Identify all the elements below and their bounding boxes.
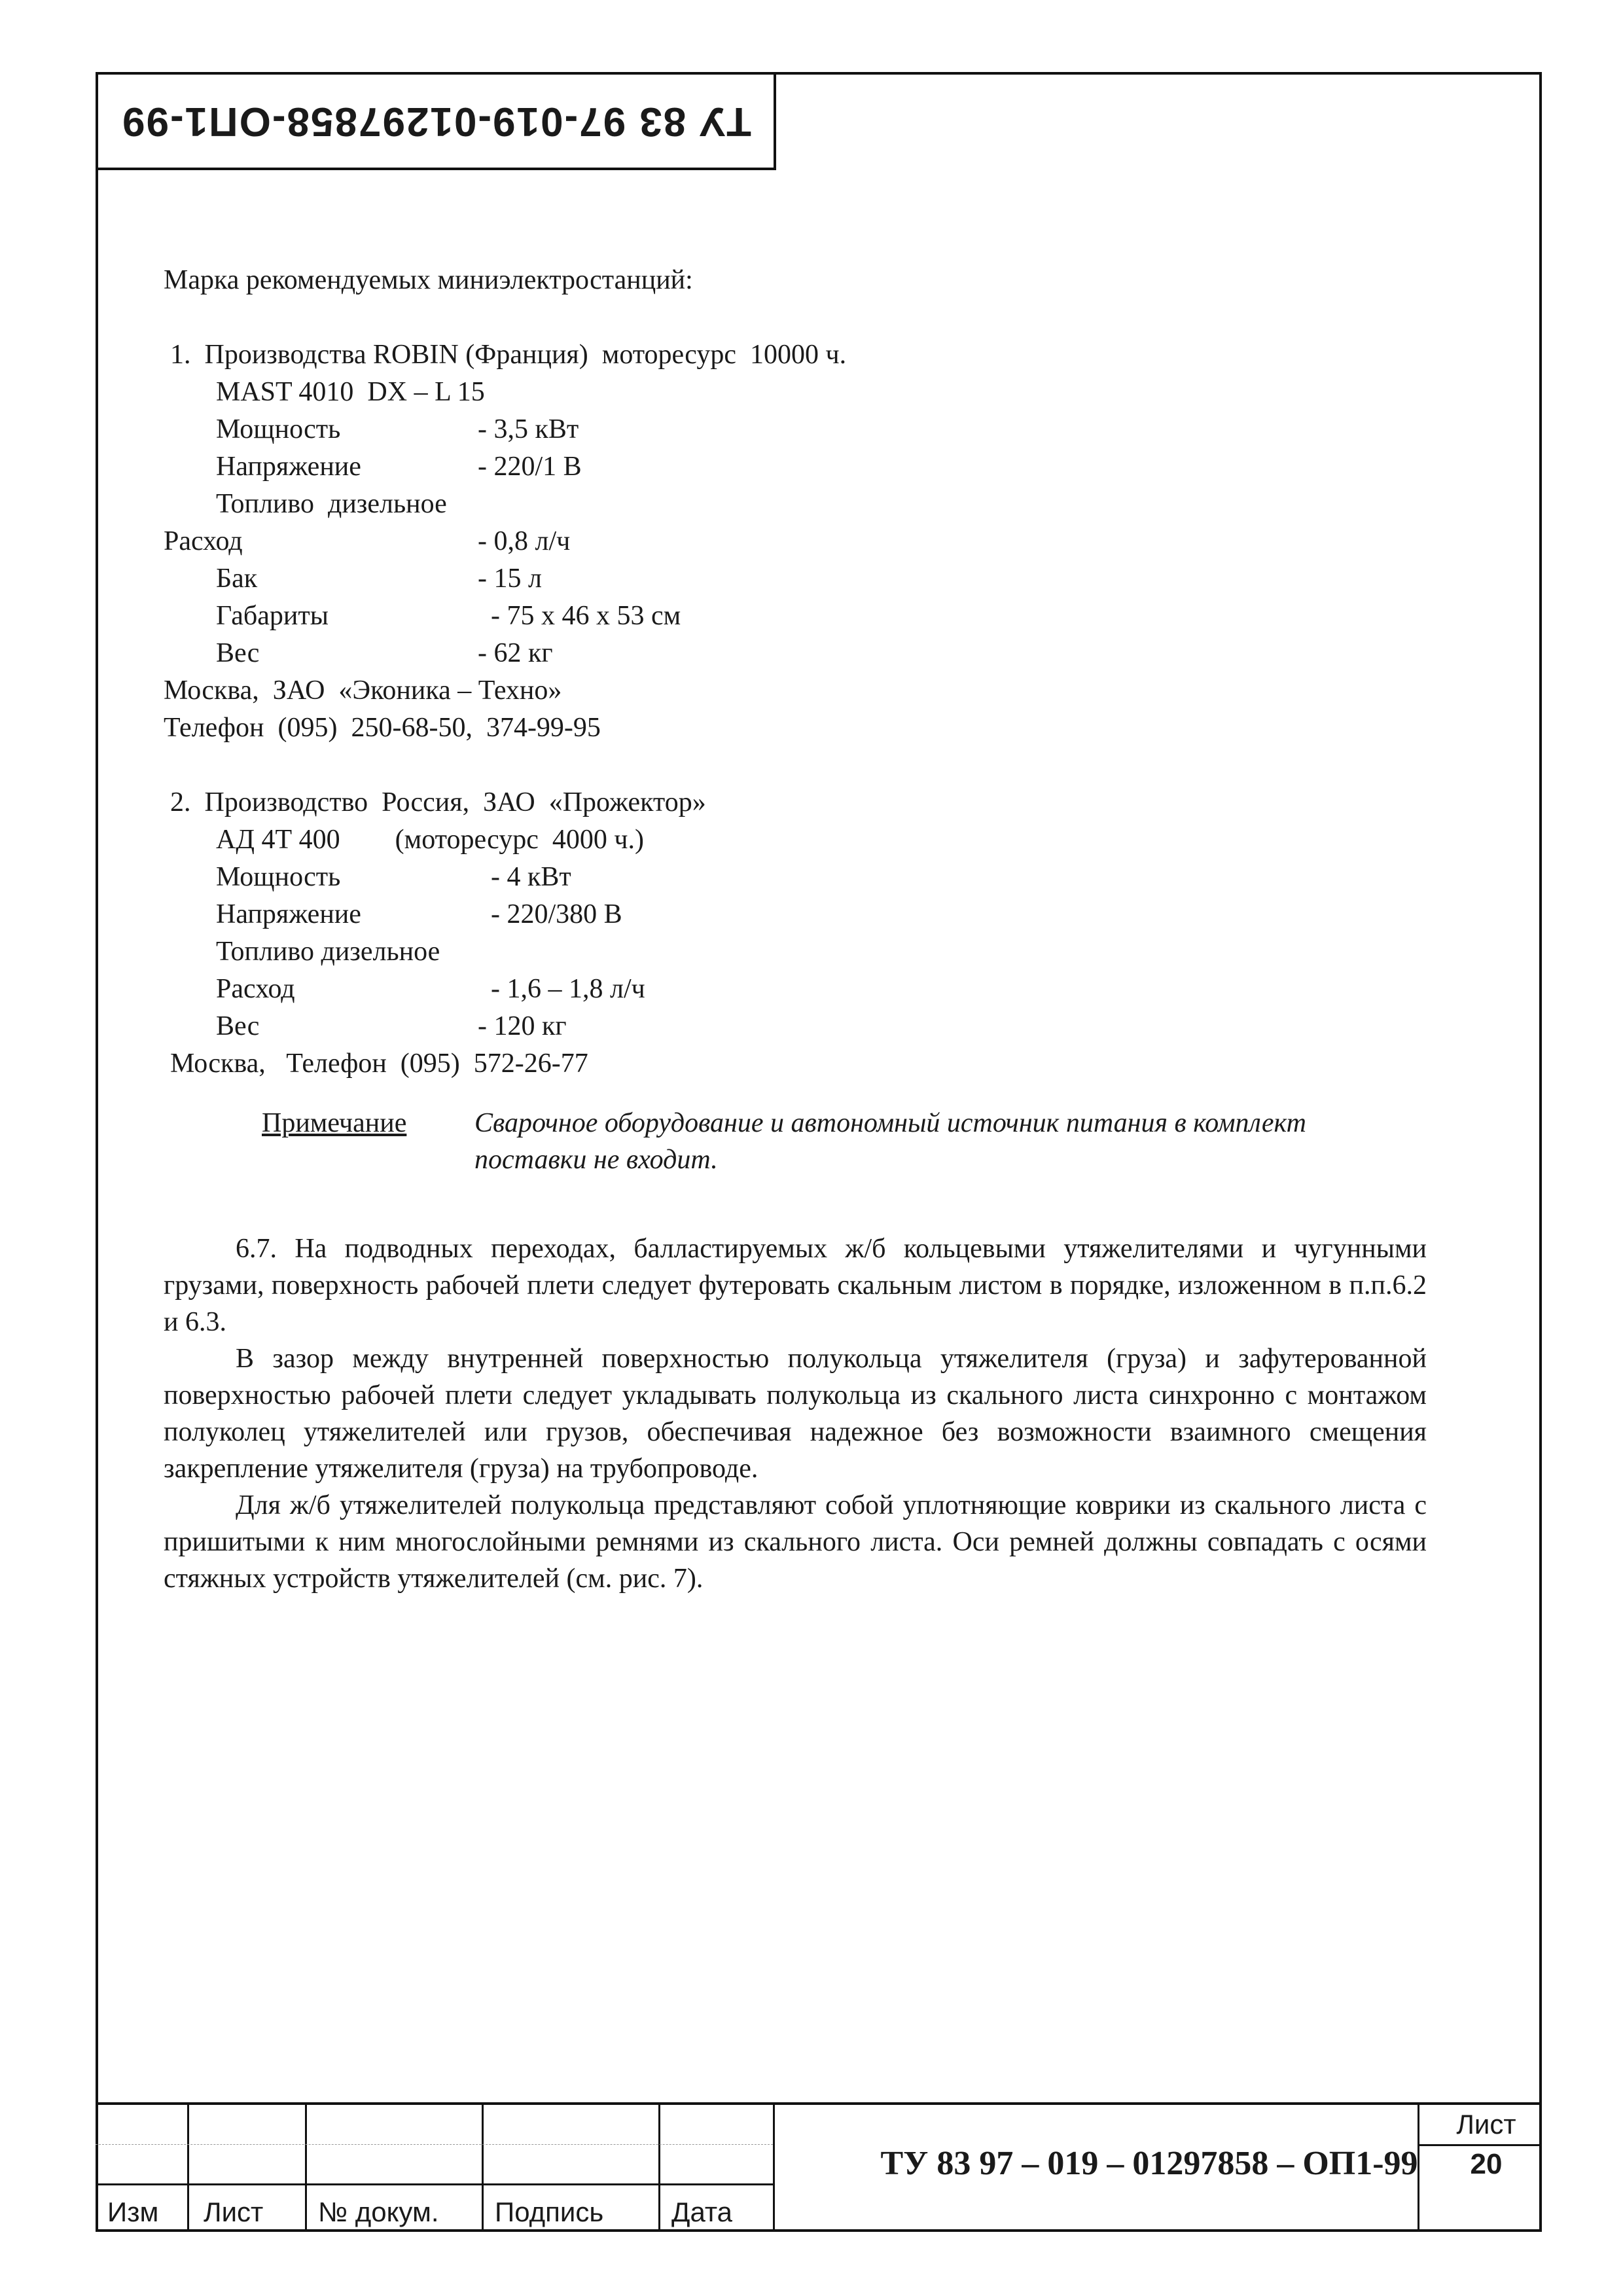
col-izm: Изм — [107, 2197, 159, 2227]
station2-spec: Расход - 1,6 – 1,8 л/ч — [216, 974, 645, 1004]
header-code-box — [96, 72, 776, 170]
station-list — [164, 262, 1440, 1178]
station2-spec: Вес - 120 кг — [216, 1011, 567, 1041]
title-block — [96, 2102, 1542, 2232]
header-code: ТУ 83 97-019-01297858-ОП1-99 — [120, 98, 751, 144]
station1-fuel: Топливо дизельное — [216, 489, 447, 519]
col-doc: № докум. — [318, 2197, 439, 2227]
col-signature: Подпись — [495, 2197, 604, 2227]
paragraph: 6.7. На подводных переходах, балластируемых ж/б кольцевыми утяжелителями и чугунными грузами, поверхность рабочей плети следует футеровать скальным листом в порядке, изложенном в п.п.6.2 и 6.3. — [164, 1234, 1427, 1337]
station2-spec: Напряжение - 220/380 В — [216, 899, 622, 929]
station1-city: Москва, ЗАО «Эконика – Техно» — [164, 675, 562, 706]
station2-contact: Москва, Телефон (095) 572-26-77 — [170, 1049, 588, 1079]
paragraph: В зазор между внутренней поверхностью полукольца утяжелителя (груза) и зафутерованной поверхностью рабочей плети следует укладывать полукольца из скального листа синхронно с монтажом полуколец утяжелителей или грузов, обеспечивая надежное без возможности взаимного смещения закрепление утяжелителя (груза) на трубопроводе. — [164, 1344, 1427, 1484]
station1-spec: Габариты - 75 х 46 х 53 см — [216, 601, 681, 631]
station1-model: MAST 4010 DX – L 15 — [216, 377, 485, 407]
station1-spec: Вес - 62 кг — [216, 638, 553, 668]
station2-fuel: Топливо дизельное — [216, 937, 440, 967]
station1-spec: Напряжение - 220/1 В — [216, 452, 582, 482]
paragraph: Для ж/б утяжелителей полукольца представляют собой уплотняющие коврики из скального листа с пришитыми к ним многослойными ремнями из скального листа. Оси ремней должны совпадать с осями стяжных устройств утяжелителей (см. рис. 7). — [164, 1490, 1427, 1594]
doc-code: ТУ 83 97 – 019 – 01297858 – ОП1-99 — [880, 2145, 1418, 2182]
station2-spec: Мощность - 4 кВт — [216, 862, 571, 892]
station2-title: 2. Производство Россия, ЗАО «Прожектор» — [170, 787, 706, 817]
station1-phone: Телефон (095) 250-68-50, 374-99-95 — [164, 713, 601, 743]
station1-spec: Мощность - 3,5 кВт — [216, 414, 579, 444]
station1-title: 1. Производства ROBIN (Франция) моторесурс 10000 ч. — [170, 340, 847, 370]
body-paragraphs — [164, 1230, 1427, 1597]
note — [262, 1105, 1440, 1178]
col-date: Дата — [671, 2197, 733, 2227]
sheet-label: Лист — [1456, 2109, 1516, 2140]
col-list: Лист — [204, 2197, 264, 2227]
intro-text: Марка рекомендуемых миниэлектростанций: — [164, 265, 693, 295]
station1-spec: Бак - 15 л — [216, 564, 542, 594]
station2-model: АД 4Т 400 (моторесурс 4000 ч.) — [216, 825, 644, 855]
note-label: Примечание — [262, 1108, 407, 1138]
note-text: Сварочное оборудование и автономный источник питания в комплект поставки не входит. — [474, 1108, 1306, 1175]
station1-spec: Расход - 0,8 л/ч — [164, 526, 571, 556]
sheet-number: 20 — [1470, 2148, 1503, 2180]
